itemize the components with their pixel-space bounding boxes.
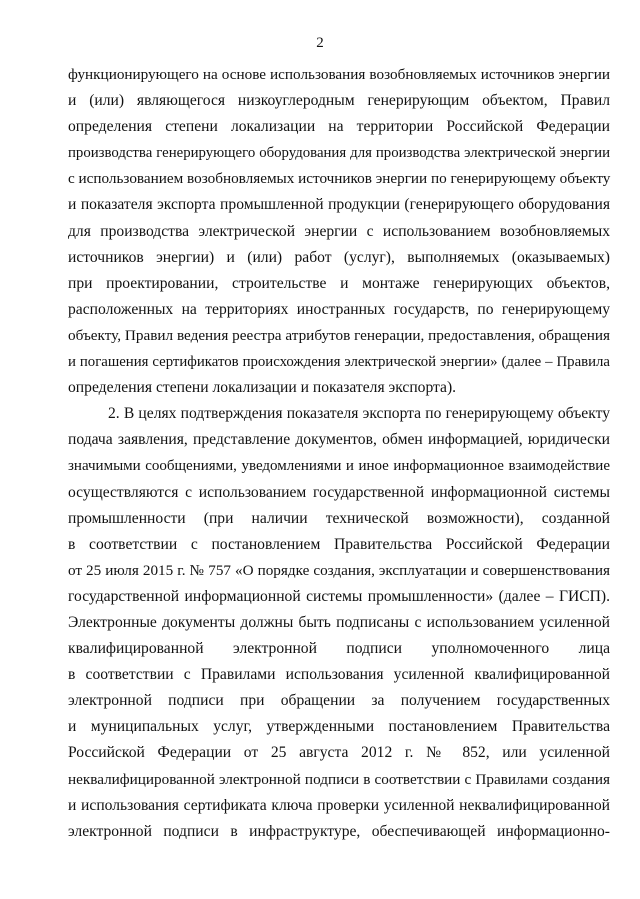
text-line: и показателя экспорта промышленной продукции (генерирующего оборудования xyxy=(68,196,610,214)
text-line: подача заявления, представление документов, обмен информацией, юридически xyxy=(68,431,610,449)
text-line: осуществляются с использованием государственной информационной системы xyxy=(68,483,610,501)
text-line: электронной подписи при обращении за получением государственных xyxy=(68,692,610,710)
text-line: 2. В целях подтверждения показателя экспорта по генерирующему объекту xyxy=(108,405,610,423)
text-line: при проектировании, строительстве и монтаже генерирующих объектов, xyxy=(68,274,610,292)
text-line: в соответствии с постановлением Правительства Российской Федерации xyxy=(68,535,610,553)
text-line: и муниципальных услуг, утвержденными постановлением Правительства xyxy=(68,718,610,736)
text-line: Российской Федерации от 25 августа 2012 г. № 852, или усиленной xyxy=(68,744,610,762)
text-line: государственной информационной системы промышленности» (далее – ГИСП). xyxy=(68,587,610,605)
text-line: значимыми сообщениями, уведомлениями и иное информационное взаимодействие xyxy=(68,458,610,475)
page-number: 2 xyxy=(316,35,324,51)
text-line: от 25 июля 2015 г. № 757 «О порядке создания, эксплуатации и совершенствования xyxy=(68,561,610,579)
text-line: квалифицированной электронной подписи уполномоченного лица xyxy=(68,640,610,658)
text-line: Электронные документы должны быть подписаны с использованием усиленной xyxy=(68,613,610,631)
text-line: и (или) являющегося низкоуглеродным генерирующим объектом, Правил xyxy=(68,92,610,110)
text-line: и использования сертификата ключа проверки усиленной неквалифицированной xyxy=(68,796,610,814)
text-line: производства генерирующего оборудования для производства электрической энергии xyxy=(68,145,610,162)
text-line: объекту, Правил ведения реестра атрибутов генерации, предоставления, обращения xyxy=(68,326,610,344)
text-line: с использованием возобновляемых источников энергии по генерирующему объекту xyxy=(68,170,611,188)
text-line: и погашения сертификатов происхождения электрической энергии» (далее – Правила xyxy=(68,354,610,371)
text-line: определения степени локализации и показателя экспорта). xyxy=(68,379,457,397)
text-line: определения степени локализации на территории Российской Федерации xyxy=(68,118,610,136)
body-text xyxy=(68,62,610,845)
text-line: в соответствии с Правилами использования усиленной квалифицированной xyxy=(68,666,610,684)
text-line: неквалифицированной электронной подписи в соответствии с Правилами создания xyxy=(68,770,610,788)
text-line: источников энергии) и (или) работ (услуг), выполняемых (оказываемых) xyxy=(68,248,610,266)
text-line: функционирующего на основе использования возобновляемых источников энергии xyxy=(68,66,610,83)
text-line: электронной подписи в инфраструктуре, обеспечивающей информационно- xyxy=(68,822,610,840)
text-line: для производства электрической энергии с использованием возобновляемых xyxy=(68,222,610,240)
text-line: промышленности (при наличии технической возможности), созданной xyxy=(68,509,610,527)
text-line: расположенных на территориях иностранных государств, по генерирующему xyxy=(68,300,610,318)
